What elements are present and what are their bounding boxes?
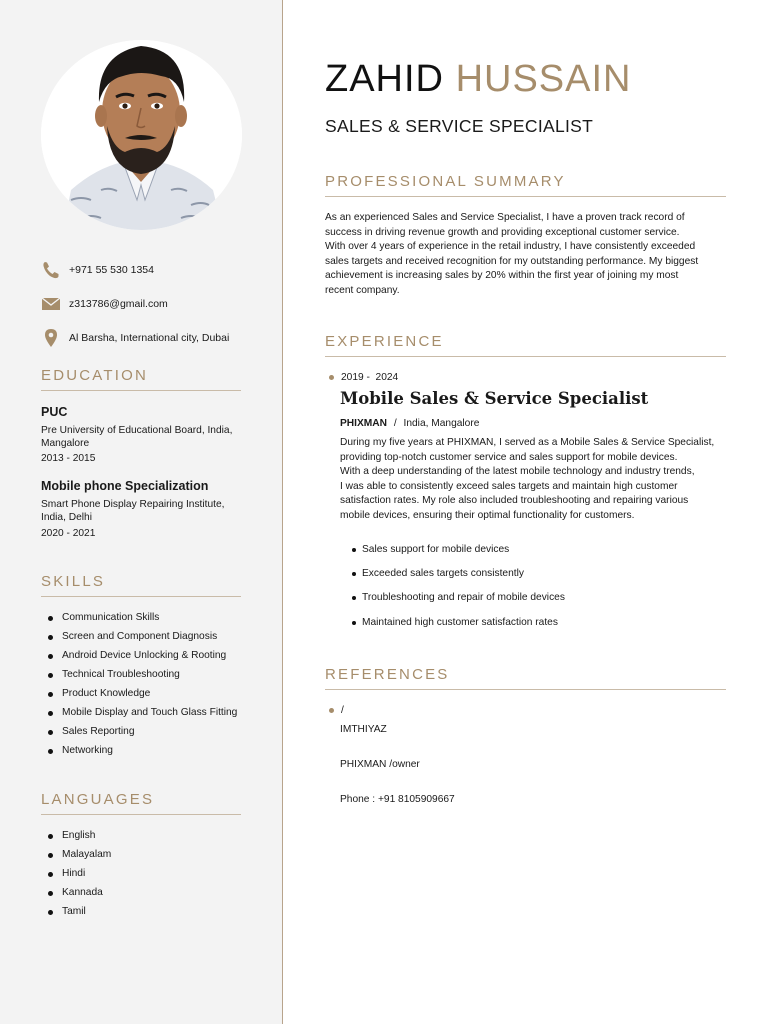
language-item: Tamil	[48, 906, 111, 925]
bullet-dot	[329, 375, 334, 380]
achievement-item: Troubleshooting and repair of mobile devices	[352, 592, 565, 616]
skill-item: Networking	[48, 745, 237, 764]
education-title: Mobile phone Specialization	[41, 479, 209, 493]
contact-address	[41, 328, 229, 348]
references-heading: REFERENCES	[325, 666, 726, 690]
summary-line: recent company.	[325, 284, 400, 296]
education-heading: EDUCATION	[41, 367, 241, 391]
contact-phone	[41, 260, 154, 280]
achievement-item: Maintained high customer satisfaction rates	[352, 617, 565, 641]
summary-line: With over 4 years of experience in the retail industry, I have consistently exceeded	[325, 241, 696, 253]
reference-entry	[329, 705, 344, 716]
experience-period	[329, 372, 398, 383]
main-content	[284, 0, 768, 1024]
education-institution: Smart Phone Display Repairing Institute, India, Delhi	[41, 499, 225, 523]
language-item: Hindi	[48, 868, 111, 887]
description-line: During my five years at PHIXMAN, I served as a Mobile Sales & Service Specialist,	[340, 437, 715, 448]
bullet-dot	[329, 708, 334, 713]
experience-heading: EXPERIENCE	[325, 333, 726, 357]
skill-item: Sales Reporting	[48, 726, 237, 745]
description-line: providing top-notch customer service and sales support for mobile devices.	[340, 451, 678, 463]
company-location: India, Mangalore	[403, 418, 480, 429]
skills-heading: SKILLS	[41, 573, 241, 597]
language-item: Malayalam	[48, 849, 111, 868]
description-line: With a deep understanding of the latest mobile technology and industry trends,	[340, 466, 695, 478]
skill-item: Technical Troubleshooting	[48, 669, 237, 688]
languages-list	[48, 830, 111, 925]
address-text: Al Barsha, International city, Dubai	[69, 332, 230, 344]
full-name	[325, 58, 631, 101]
reference-name: IMTHIYAZ	[340, 724, 387, 735]
email-address: z313786@gmail.com	[69, 298, 168, 310]
education-years: 2013 - 2015	[41, 453, 96, 464]
separator: /	[393, 418, 397, 429]
languages-heading: LANGUAGES	[41, 791, 241, 815]
company-line	[340, 418, 479, 429]
phone-icon	[41, 260, 61, 280]
summary-line: sales targets and received recognition for my outstanding performance. My biggest	[325, 255, 699, 267]
skills-list	[48, 612, 237, 764]
job-role: SALES & SERVICE SPECIALIST	[325, 116, 594, 136]
summary-heading: PROFESSIONAL SUMMARY	[325, 173, 726, 197]
profile-photo-illustration	[41, 40, 242, 230]
first-name: ZAHID	[325, 58, 444, 100]
achievement-item: Sales support for mobile devices	[352, 544, 565, 568]
skill-item: Communication Skills	[48, 612, 237, 631]
reference-position: PHIXMAN /owner	[340, 759, 420, 770]
reference-slash: /	[341, 705, 344, 716]
education-institution: Pre University of Educational Board, India, Mangalore	[41, 425, 233, 449]
job-achievements	[352, 544, 565, 641]
description-line: I was able to consistently exceed sales targets and maintain high customer	[340, 480, 678, 492]
achievement-item: Exceeded sales targets consistently	[352, 568, 565, 592]
skill-item: Mobile Display and Touch Glass Fitting	[48, 707, 237, 726]
education-title: PUC	[41, 405, 68, 419]
company-name: PHIXMAN	[340, 418, 387, 429]
contact-email	[41, 294, 168, 314]
last-name: HUSSAIN	[455, 58, 632, 100]
summary-text	[325, 211, 730, 299]
summary-line: As an experienced Sales and Service Specialist, I have a proven track record of	[325, 212, 685, 223]
envelope-icon	[41, 294, 61, 314]
skill-item: Screen and Component Diagnosis	[48, 631, 237, 650]
reference-phone: Phone : +91 8105909667	[340, 794, 455, 805]
skill-item: Product Knowledge	[48, 688, 237, 707]
profile-photo	[41, 40, 242, 230]
location-pin-icon	[41, 328, 61, 348]
education-years: 2020 - 2021	[41, 528, 96, 539]
language-item: Kannada	[48, 887, 111, 906]
summary-line: achievement is increasing sales by 20% within the first year of joining my most	[325, 270, 679, 282]
language-item: English	[48, 830, 111, 849]
sidebar	[0, 0, 283, 1024]
description-line: satisfaction rates. My role also included troubleshooting and repairing various	[340, 495, 689, 507]
job-description	[340, 436, 732, 524]
summary-line: success in driving revenue growth and providing exceptional customer service.	[325, 226, 680, 238]
description-line: mobile devices, ensuring their optimal functionality for customers.	[340, 509, 635, 521]
phone-number: +971 55 530 1354	[69, 264, 154, 276]
job-title: Mobile Sales & Service Specialist	[340, 389, 649, 408]
period-text: 2019 - 2024	[341, 372, 399, 383]
skill-item: Android Device Unlocking & Rooting	[48, 650, 237, 669]
